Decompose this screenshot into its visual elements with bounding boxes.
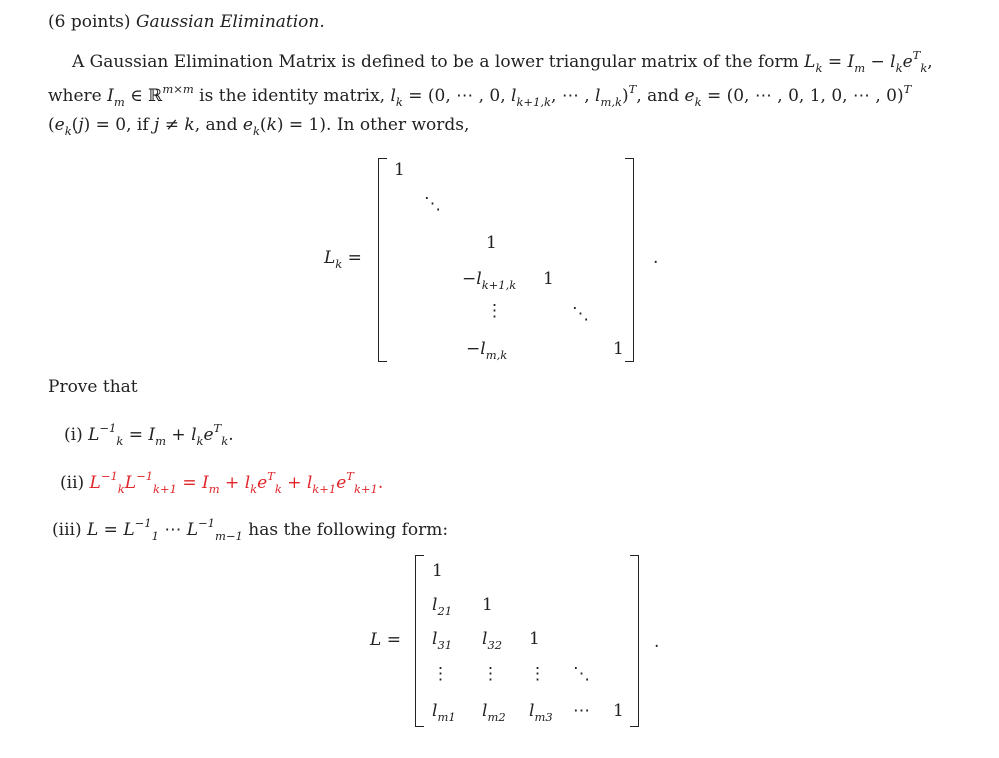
math-segment: L — [88, 425, 100, 445]
period — [653, 250, 658, 267]
math-segment: l — [890, 52, 896, 72]
math-segment: = — [176, 473, 202, 493]
matrix-entry — [482, 631, 502, 652]
math-segment: T — [267, 469, 275, 483]
math-segment: e — [336, 473, 347, 493]
math-segment: I — [202, 473, 209, 493]
math-segment: j — [78, 115, 84, 135]
math-segment: + — [166, 425, 192, 445]
math-segment: k — [815, 61, 823, 75]
math-segment: L — [86, 520, 99, 540]
math-segment: 1 — [394, 160, 405, 180]
math-segment: ⋯ — [158, 520, 187, 540]
item-ii-statement — [89, 469, 384, 496]
math-segment: k — [221, 434, 229, 448]
math-segment: ( — [259, 115, 267, 135]
math-segment: 1 — [432, 561, 443, 581]
math-segment: k — [335, 257, 343, 271]
math-segment: m3 — [534, 710, 553, 724]
math-segment: e — [257, 473, 268, 493]
math-segment: k — [274, 482, 282, 496]
math-segment: , and — [636, 86, 685, 106]
math-segment: I — [107, 86, 114, 106]
math-segment: (ii) — [60, 473, 90, 493]
math-segment: l — [482, 629, 488, 649]
math-segment: l — [432, 701, 438, 721]
math-segment: L — [804, 52, 816, 72]
math-segment: m — [155, 434, 167, 448]
math-segment: k+1,k — [516, 95, 552, 109]
math-segment: − — [466, 339, 481, 359]
math-segment: −1 — [99, 421, 117, 435]
matrix-entry — [482, 703, 506, 724]
math-segment: e — [684, 86, 695, 106]
matrix-entry — [529, 631, 540, 648]
math-segment: has the following form: — [242, 520, 449, 540]
vdots — [486, 303, 503, 320]
math-segment: Gaussian Elimination. — [135, 12, 325, 32]
item-ii-label — [60, 473, 90, 493]
entry — [486, 235, 497, 252]
math-segment: I — [847, 52, 855, 72]
matrix-entry — [482, 666, 499, 683]
math-segment: l — [306, 473, 313, 493]
math-segment: ⋱ — [573, 664, 590, 684]
math-segment: . — [228, 425, 234, 445]
math-segment: T — [213, 421, 222, 435]
math-segment: k — [266, 115, 277, 135]
math-segment: −1 — [136, 469, 154, 483]
math-segment: I — [148, 425, 156, 445]
math-segment: k — [895, 61, 903, 75]
entry — [462, 271, 516, 292]
math-segment: k — [920, 61, 928, 75]
math-segment: 1 — [613, 339, 624, 359]
math-segment: k — [196, 434, 204, 448]
math-segment: T — [912, 48, 921, 62]
math-segment: ) — [622, 86, 629, 106]
math-segment: k — [395, 95, 403, 109]
matrix-entry — [432, 597, 452, 618]
math-segment: 1 — [529, 629, 540, 649]
math-segment: ≠ — [159, 115, 185, 135]
math-segment: e — [242, 115, 253, 135]
math-segment: e — [902, 52, 913, 72]
math-segment: l — [244, 473, 251, 493]
math-segment: Prove that — [48, 377, 138, 397]
period — [654, 634, 659, 651]
math-segment: m−1 — [214, 529, 243, 543]
math-segment: ( — [71, 115, 79, 135]
math-segment: j — [154, 115, 160, 135]
math-segment: is the identity matrix, — [193, 86, 391, 106]
math-segment: 1 — [543, 269, 554, 289]
math-segment: m1 — [437, 710, 456, 724]
right-bracket — [625, 158, 634, 362]
math-segment: l — [432, 629, 438, 649]
math-segment: L — [370, 630, 382, 650]
math-segment: −1 — [198, 516, 215, 530]
math-segment: = (0, ⋯ , 0, 1, 0, ⋯ , 0) — [701, 86, 904, 106]
math-segment: (iii) — [52, 520, 87, 540]
math-segment: ( — [48, 115, 55, 135]
definition-line-2 — [48, 84, 911, 109]
math-segment: l — [191, 425, 197, 445]
math-segment: m — [854, 61, 866, 75]
math-segment: , ⋯ , — [551, 86, 596, 106]
math-segment: l — [511, 86, 517, 106]
math-segment: k — [252, 124, 260, 138]
math-segment: (6 points) — [48, 12, 136, 32]
math-segment: l — [432, 595, 438, 615]
math-segment: ⋮ — [486, 301, 503, 321]
math-segment: = — [822, 52, 848, 72]
math-segment: . — [377, 473, 384, 493]
math-segment: k+1 — [353, 482, 378, 496]
math-segment: m2 — [487, 710, 506, 724]
math-segment: , and — [194, 115, 243, 135]
right-bracket — [630, 555, 639, 727]
math-segment: l — [529, 701, 535, 721]
math-segment: L — [324, 248, 336, 268]
math-segment: −1 — [134, 516, 152, 530]
math-segment: ⋱ — [424, 194, 441, 214]
math-segment: l — [476, 269, 482, 289]
math-segment: l — [482, 701, 488, 721]
math-segment: 21 — [437, 604, 453, 618]
math-segment: k — [116, 434, 124, 448]
math-segment: . — [653, 248, 659, 268]
math-segment: m,k — [485, 348, 508, 362]
math-segment: − — [865, 52, 891, 72]
ddots — [572, 306, 589, 323]
math-segment: A Gaussian Elimination Matrix is defined to be a lower triangular matrix of the form — [72, 52, 805, 72]
math-segment: m,k — [600, 95, 623, 109]
matrix-entry — [432, 666, 449, 683]
definition-line-1 — [72, 50, 933, 75]
left-bracket — [378, 158, 387, 362]
math-segment: 32 — [487, 638, 503, 652]
math-segment: = (0, ⋯ , 0, — [402, 86, 512, 106]
math-segment: k — [117, 482, 125, 496]
matrix-entry — [573, 666, 590, 683]
math-segment: −1 — [100, 469, 118, 483]
math-segment: l — [480, 339, 486, 359]
problem-title — [48, 14, 325, 31]
entry — [613, 341, 624, 358]
matrix-entry — [613, 703, 624, 720]
math-segment: k — [250, 482, 258, 496]
math-segment: T — [628, 82, 637, 96]
math-segment: − — [462, 269, 477, 289]
math-segment: 31 — [437, 638, 453, 652]
matrix-entry — [529, 703, 553, 724]
math-segment: ) = 0, if — [83, 115, 155, 135]
matrix-lk-label — [324, 250, 362, 271]
math-segment: k — [64, 124, 72, 138]
math-segment: k+1,k — [481, 278, 517, 292]
math-segment: L — [123, 520, 135, 540]
math-segment: where — [48, 86, 108, 106]
math-segment: , — [927, 52, 933, 72]
math-segment: . — [654, 632, 660, 652]
math-segment: L — [186, 520, 199, 540]
math-segment: ⋮ — [529, 664, 546, 684]
math-segment: e — [203, 425, 214, 445]
math-segment: T — [903, 82, 912, 96]
math-segment: L — [124, 473, 137, 493]
math-segment: m×m — [162, 82, 194, 96]
math-segment: ∈ ℝ — [124, 86, 163, 106]
math-segment: L — [89, 473, 101, 493]
math-segment: ⋮ — [432, 664, 449, 684]
math-segment: ⋱ — [572, 304, 589, 324]
math-segment: (i) — [64, 425, 89, 445]
math-segment: 1 — [613, 701, 624, 721]
math-segment: ) = 1). In other words, — [276, 115, 470, 135]
math-segment: k+1 — [312, 482, 337, 496]
math-segment: k+1 — [153, 482, 177, 496]
math-segment: + — [219, 473, 245, 493]
math-segment: = — [342, 248, 362, 268]
entry — [543, 271, 554, 288]
entry — [466, 341, 507, 362]
math-segment: l — [390, 86, 396, 106]
matrix-entry — [432, 703, 456, 724]
matrix-entry — [573, 703, 590, 720]
matrix-entry — [432, 563, 443, 580]
math-segment: 1 — [482, 595, 493, 615]
ddots — [424, 196, 441, 213]
item-i — [64, 423, 234, 448]
math-segment: + — [281, 473, 307, 493]
math-segment: T — [346, 469, 354, 483]
math-segment: = — [98, 520, 124, 540]
math-segment: k — [694, 95, 702, 109]
prove-label — [48, 379, 138, 396]
math-segment: ⋮ — [482, 664, 499, 684]
math-segment: k — [184, 115, 195, 135]
math-segment: 1 — [151, 529, 159, 543]
left-bracket — [415, 555, 424, 727]
matrix-entry — [529, 666, 546, 683]
math-segment: e — [54, 115, 65, 135]
math-segment: l — [595, 86, 601, 106]
math-segment: m — [208, 482, 220, 496]
math-segment: 1 — [486, 233, 497, 253]
definition-line-3 — [48, 117, 469, 138]
matrix-l-label — [370, 632, 401, 649]
item-iii — [52, 518, 448, 543]
math-segment: ⋯ — [573, 701, 590, 721]
item-ii — [60, 471, 383, 496]
math-segment: m — [113, 95, 125, 109]
entry — [394, 162, 405, 179]
matrix-entry — [482, 597, 493, 614]
math-segment: = — [381, 630, 401, 650]
math-segment: = — [123, 425, 149, 445]
matrix-entry — [432, 631, 452, 652]
